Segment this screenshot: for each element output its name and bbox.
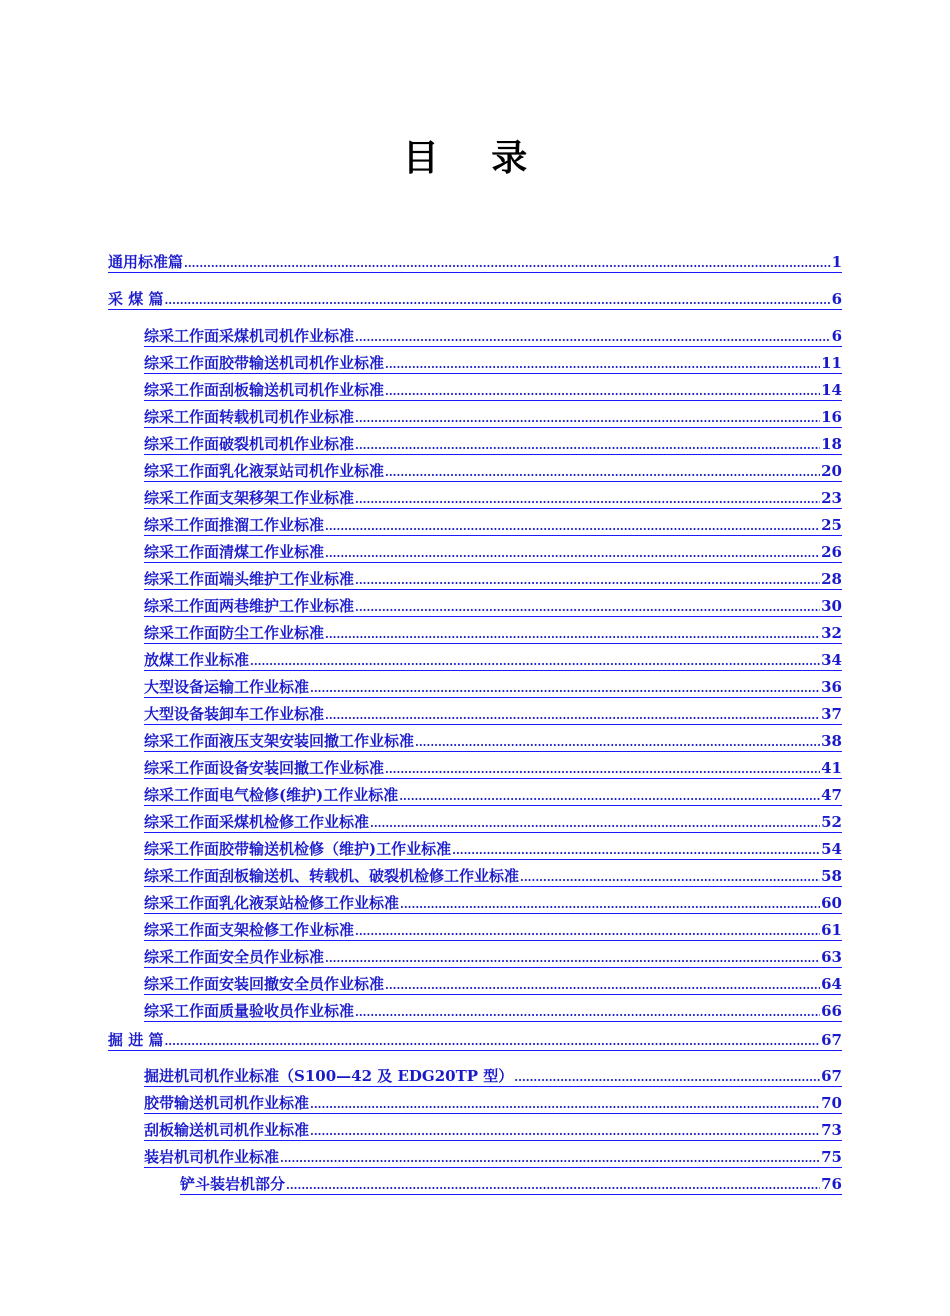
toc-entry[interactable] (144, 756, 842, 779)
toc-entry[interactable] (144, 810, 842, 833)
dot-leader (355, 596, 820, 616)
toc-entry-label: 掘 进 篇 (108, 1031, 164, 1049)
dot-leader (452, 839, 820, 859)
toc-entry-page-number: 34 (821, 651, 842, 669)
toc-entry[interactable] (108, 287, 842, 310)
toc-entry[interactable] (144, 837, 842, 860)
toc-entry[interactable] (144, 459, 842, 482)
toc-entry-label: 综采工作面采煤机司机作业标准 (144, 327, 355, 345)
toc-entry[interactable] (144, 1091, 842, 1114)
toc-entry-label: 综采工作面端头维护工作业标准 (144, 570, 355, 588)
dot-leader (286, 1174, 820, 1194)
toc-entry[interactable] (144, 432, 842, 455)
toc-entry[interactable] (144, 918, 842, 941)
dot-leader (385, 353, 820, 373)
toc-entry-label: 放煤工作业标准 (144, 651, 250, 669)
toc-entry-page-number: 54 (821, 840, 842, 858)
toc-entry-label: 综采工作面安全员作业标准 (144, 948, 325, 966)
toc-entry-page-number: 20 (821, 462, 842, 480)
toc-entry-label: 大型设备装卸车工作业标准 (144, 705, 325, 723)
toc-entry-page-number: 38 (821, 732, 842, 750)
toc-entry-page-number: 75 (821, 1148, 842, 1166)
dot-leader (385, 974, 820, 994)
toc-entry-page-number: 41 (821, 759, 842, 777)
toc-entry-page-number: 28 (821, 570, 842, 588)
toc-entry-label: 综采工作面胶带输送机检修（维护)工作业标准 (144, 840, 452, 858)
toc-entry[interactable] (144, 972, 842, 995)
dot-leader (385, 461, 820, 481)
toc-entry-page-number: 6 (831, 290, 842, 308)
dot-leader (520, 866, 820, 886)
toc-entry-page-number: 30 (821, 597, 842, 615)
toc-entry-page-number: 1 (831, 253, 842, 271)
toc-entry-page-number: 52 (821, 813, 842, 831)
toc-entry[interactable] (144, 540, 842, 563)
toc-entry[interactable] (144, 1118, 842, 1141)
toc-entry-page-number: 66 (821, 1002, 842, 1020)
toc-entry[interactable] (144, 783, 842, 806)
toc-entry-label: 通用标准篇 (108, 253, 184, 271)
toc-entry-label: 装岩机司机作业标准 (144, 1148, 280, 1166)
toc-entry-page-number: 37 (821, 705, 842, 723)
toc-entry-page-number: 16 (821, 408, 842, 426)
dot-leader (280, 1147, 820, 1167)
toc-entry[interactable] (144, 648, 842, 671)
dot-leader (164, 289, 830, 309)
toc-entry-page-number: 63 (821, 948, 842, 966)
dot-leader (325, 704, 820, 724)
dot-leader (164, 1030, 820, 1050)
toc-entry-label: 综采工作面质量验收员作业标准 (144, 1002, 355, 1020)
dot-leader (355, 407, 820, 427)
dot-leader (355, 434, 820, 454)
dot-leader (385, 758, 820, 778)
toc-entry[interactable] (180, 1172, 842, 1195)
dot-leader (355, 488, 820, 508)
toc-entry-label: 综采工作面破裂机司机作业标准 (144, 435, 355, 453)
toc-entry-label: 铲斗装岩机部分 (180, 1175, 286, 1193)
dot-leader (325, 623, 820, 643)
toc-entry-label: 采 煤 篇 (108, 290, 164, 308)
toc-entry-label: 综采工作面乳化液泵站司机作业标准 (144, 462, 385, 480)
toc-entry-label: 综采工作面支架移架工作业标准 (144, 489, 355, 507)
toc-entry-page-number: 70 (821, 1094, 842, 1112)
toc-entry[interactable] (144, 675, 842, 698)
dot-leader (250, 650, 820, 670)
dot-leader (399, 785, 820, 805)
toc-entry-label: 综采工作面支架检修工作业标准 (144, 921, 355, 939)
toc-entry[interactable] (144, 1145, 842, 1168)
toc-entry-label: 综采工作面设备安装回撤工作业标准 (144, 759, 385, 777)
toc-entry[interactable] (144, 351, 842, 374)
toc-entry-label: 综采工作面推溜工作业标准 (144, 516, 325, 534)
dot-leader (325, 542, 820, 562)
dot-leader (310, 1093, 820, 1113)
toc-entry-page-number: 32 (821, 624, 842, 642)
dot-leader (400, 893, 820, 913)
toc-entry[interactable] (144, 324, 842, 347)
dot-leader (310, 1120, 820, 1140)
toc-entry-label: 综采工作面液压支架安装回撤工作业标准 (144, 732, 415, 750)
toc-entry[interactable] (108, 1028, 842, 1051)
dot-leader (355, 1001, 820, 1021)
toc-entry-page-number: 64 (821, 975, 842, 993)
toc-entry-label: 刮板输送机司机作业标准 (144, 1121, 310, 1139)
toc-entry[interactable] (144, 486, 842, 509)
toc-entry[interactable] (144, 1064, 842, 1087)
dot-leader (370, 812, 820, 832)
toc-entry-label: 综采工作面采煤机检修工作业标准 (144, 813, 370, 831)
toc-entry[interactable] (144, 594, 842, 617)
toc-entry-label: 综采工作面刮板输送机司机作业标准 (144, 381, 385, 399)
toc-entry[interactable] (144, 621, 842, 644)
toc-entry-page-number: 76 (821, 1175, 842, 1193)
toc-entry-page-number: 47 (821, 786, 842, 804)
toc-entry-label: 胶带输送机司机作业标准 (144, 1094, 310, 1112)
toc-entry-label: 综采工作面转载机司机作业标准 (144, 408, 355, 426)
toc-entry[interactable] (144, 513, 842, 536)
toc-entry[interactable] (144, 405, 842, 428)
toc-entry-page-number: 14 (821, 381, 842, 399)
dot-leader (325, 515, 820, 535)
dot-leader (184, 252, 831, 272)
dot-leader (415, 731, 820, 751)
toc-entry[interactable] (108, 250, 842, 273)
toc-entry-page-number: 11 (821, 354, 842, 372)
toc-entry[interactable] (144, 891, 842, 914)
toc-entry-page-number: 25 (821, 516, 842, 534)
toc-entry-label: 综采工作面安装回撤安全员作业标准 (144, 975, 385, 993)
dot-leader (325, 947, 820, 967)
toc-entry-label: 大型设备运输工作业标准 (144, 678, 310, 696)
dot-leader (310, 677, 820, 697)
toc-entry-label: 综采工作面胶带输送机司机作业标准 (144, 354, 385, 372)
toc-entry[interactable] (144, 567, 842, 590)
toc-entry-label: 综采工作面两巷维护工作业标准 (144, 597, 355, 615)
toc-entry-page-number: 36 (821, 678, 842, 696)
toc-entry-label: 掘进机司机作业标准（S100—42 及 EDG20TP 型） (144, 1067, 514, 1085)
toc-entry-label: 综采工作面电气检修(维护)工作业标准 (144, 786, 399, 804)
toc-entry[interactable] (144, 864, 842, 887)
dot-leader (355, 326, 831, 346)
toc-entry-label: 综采工作面刮板输送机、转载机、破裂机检修工作业标准 (144, 867, 520, 885)
toc-entry-page-number: 61 (821, 921, 842, 939)
dot-leader (514, 1066, 820, 1086)
dot-leader (385, 380, 820, 400)
dot-leader (355, 569, 820, 589)
toc-entry-page-number: 73 (821, 1121, 842, 1139)
toc-entry-page-number: 26 (821, 543, 842, 561)
page-title: 目 录 (402, 137, 548, 179)
toc-entry-label: 综采工作面清煤工作业标准 (144, 543, 325, 561)
toc-entry-page-number: 6 (831, 327, 842, 345)
toc-entry[interactable] (144, 702, 842, 725)
toc-entry[interactable] (144, 999, 842, 1022)
toc-entry-page-number: 67 (821, 1067, 842, 1085)
toc-entry-page-number: 23 (821, 489, 842, 507)
toc-entry-page-number: 60 (821, 894, 842, 912)
dot-leader (355, 920, 820, 940)
toc-entry-label: 综采工作面乳化液泵站检修工作业标准 (144, 894, 400, 912)
toc-entry-page-number: 67 (821, 1031, 842, 1049)
toc-entry-label: 综采工作面防尘工作业标准 (144, 624, 325, 642)
toc-entry[interactable] (144, 378, 842, 401)
toc-entry-page-number: 18 (821, 435, 842, 453)
toc-entry-page-number: 58 (821, 867, 842, 885)
toc-entry[interactable] (144, 945, 842, 968)
toc-entry[interactable] (144, 729, 842, 752)
